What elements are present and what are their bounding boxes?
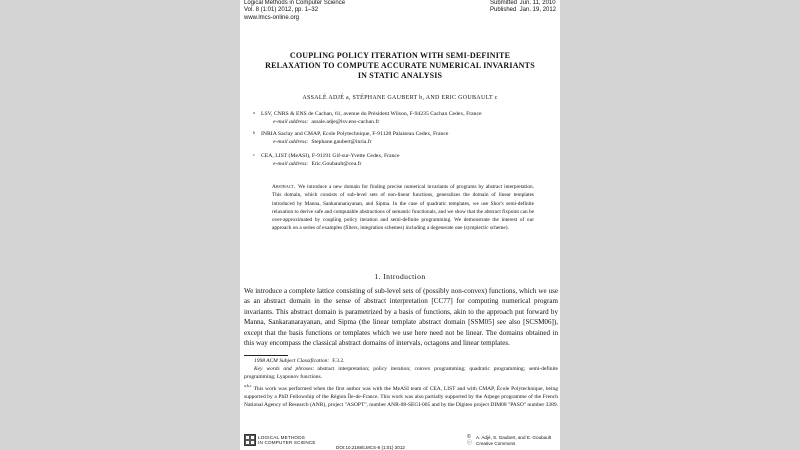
title-line: IN STATIC ANALYSIS [357,71,443,80]
keywords-value: abstract interpretation; policy iteration; convex programming; quadratic programming; semi-definite programming; Lyapunov functions. [244,366,558,380]
copyright-icon: © [467,434,471,440]
abstract [272,183,534,233]
funding-note [244,382,558,410]
affiliation-mark: a [253,110,255,115]
page-footer [240,434,560,450]
license-text[interactable]: Creative Commons [476,440,516,446]
lmcs-logo-text: LOGICAL METHODS IN COMPUTER SCIENCE [258,435,316,445]
journal-name: Logical Methods in Computer Science [244,0,346,6]
title-line: COUPLING POLICY ITERATION WITH SEMI-DEFINITE [289,51,511,60]
author-list: ASSALÉ ADJÉ a, STÉPHANE GAUBERT b, AND ERIC GOUBAULT c [302,95,498,101]
email-label: e-mail address: [273,161,309,167]
affiliation-a [253,110,553,126]
submitted-label: Submitted [490,0,518,6]
abstract-text: We introduce a new domain for finding precise numerical invariants of programs by abstract interpretation. This domain, which consists of sub-level sets of non-linear functions, generalizes the domain of linear templates introduced by Manna, Sankaranarayanan, and Sipma. In the case of quadratic templates, we use Shor's semi-definite relaxation to derive safe and computable abstractions of semantic functionals, and we show that the abstract fixpoint can be over-approximated by coupling policy iteration and semi-definite programming. We demonstrate the interest of our approach on a series of examples (filters, integration schemes) including a degenerate one (symplectic scheme). [272,184,534,232]
affiliation-text: INRIA Saclay and CMAP, Ecole Polytechnique, F-91128 Palaiseau Cedex, France [261,131,449,137]
acm-classification [244,358,558,366]
copyright-authors: A. Adjé, S. Gaubert, and E. Goubault [476,435,552,440]
abstract-label: Abstract. [272,184,296,190]
affiliation-c [253,152,553,168]
affiliation-mark: b [253,130,255,135]
submitted-date: Jun. 11, 2010 [519,0,556,6]
section-heading: 1. Introduction [374,272,426,281]
email-address[interactable]: Eric.Goubault@cea.fr [311,161,362,167]
email-label: e-mail address: [273,119,309,125]
funding-marks: a,b,c [244,383,252,388]
email-address[interactable]: Stephane.gaubert@inria.fr [311,139,372,145]
email-address[interactable]: assale.adje@lsv.ens-cachan.fr [311,119,380,125]
doi-text[interactable]: DOI:10.2168/LMCS-8 (1:01) 2012 [336,445,405,450]
dates-header [490,0,556,15]
copyright-block [467,435,551,446]
paper-page [240,0,560,450]
journal-header [244,0,345,22]
creative-commons-icon: ⓒ [467,439,473,446]
journal-volume: Vol. 8 (1:01) 2012, pp. 1–32 [244,7,319,14]
published-row [490,7,556,14]
acm-label: 1998 ACM Subject Classification: [254,358,330,364]
keywords-label: Key words and phrases: [254,366,315,372]
published-label: Published [490,7,517,14]
title-line: RELAXATION TO COMPUTE ACCURATE NUMERICAL INVARIANTS [265,61,535,70]
affiliation-mark: c [253,152,255,157]
affiliation-text: CEA, LIST (MeASI), F-91191 Gif-sur-Yvette Cedex, France [261,153,400,159]
published-date: Jan. 19, 2012 [519,7,557,14]
acm-value: F.3.2. [332,358,345,364]
submitted-row [490,0,556,7]
funding-text: This work was performed when the first author was with the MeASI team of CEA, LIST and with CMAP, École Polytechnique, being supported by a PhD Fellowship of the Région Île-de-France. This work was also partially supported by the Arpege programme of the French National Agency of Research (ANR), project "ASOPT", number ANR-08-SEGI-005 and by the Digiteo project DIM08 "PASO" number 3389. [244,385,558,408]
keywords [244,366,558,382]
footnote-rule [244,355,288,356]
lmcs-logo-icon [244,434,256,446]
affiliation-text: LSV, CNRS & ENS de Cachan, 61, avenue du Président Wilson, F-94235 Cachan Cedex, France [261,111,482,117]
intro-paragraph: We introduce a complete lattice consisting of sub-level sets of (possibly non-convex) functions, which we use as an abstract domain in the sense of abstract interpretation [CC77] for computing numerical program invariants. This abstract domain is parametrized by a basis of functions, akin to the approach put forward by Manna, Sankaranarayanan, and Sipma (the linear template abstract domain [SSM05] see also [SCSM06]), except that the basis functions or templates which we use here need not be linear. The domains obtained in this way encompass the classical abstract domains of intervals, octagons and linear templates. [244,287,558,348]
email-label: e-mail address: [273,139,309,145]
affiliation-b [253,130,553,146]
journal-website[interactable]: www.lmcs-online.org [244,14,300,21]
paper-title [250,51,550,81]
